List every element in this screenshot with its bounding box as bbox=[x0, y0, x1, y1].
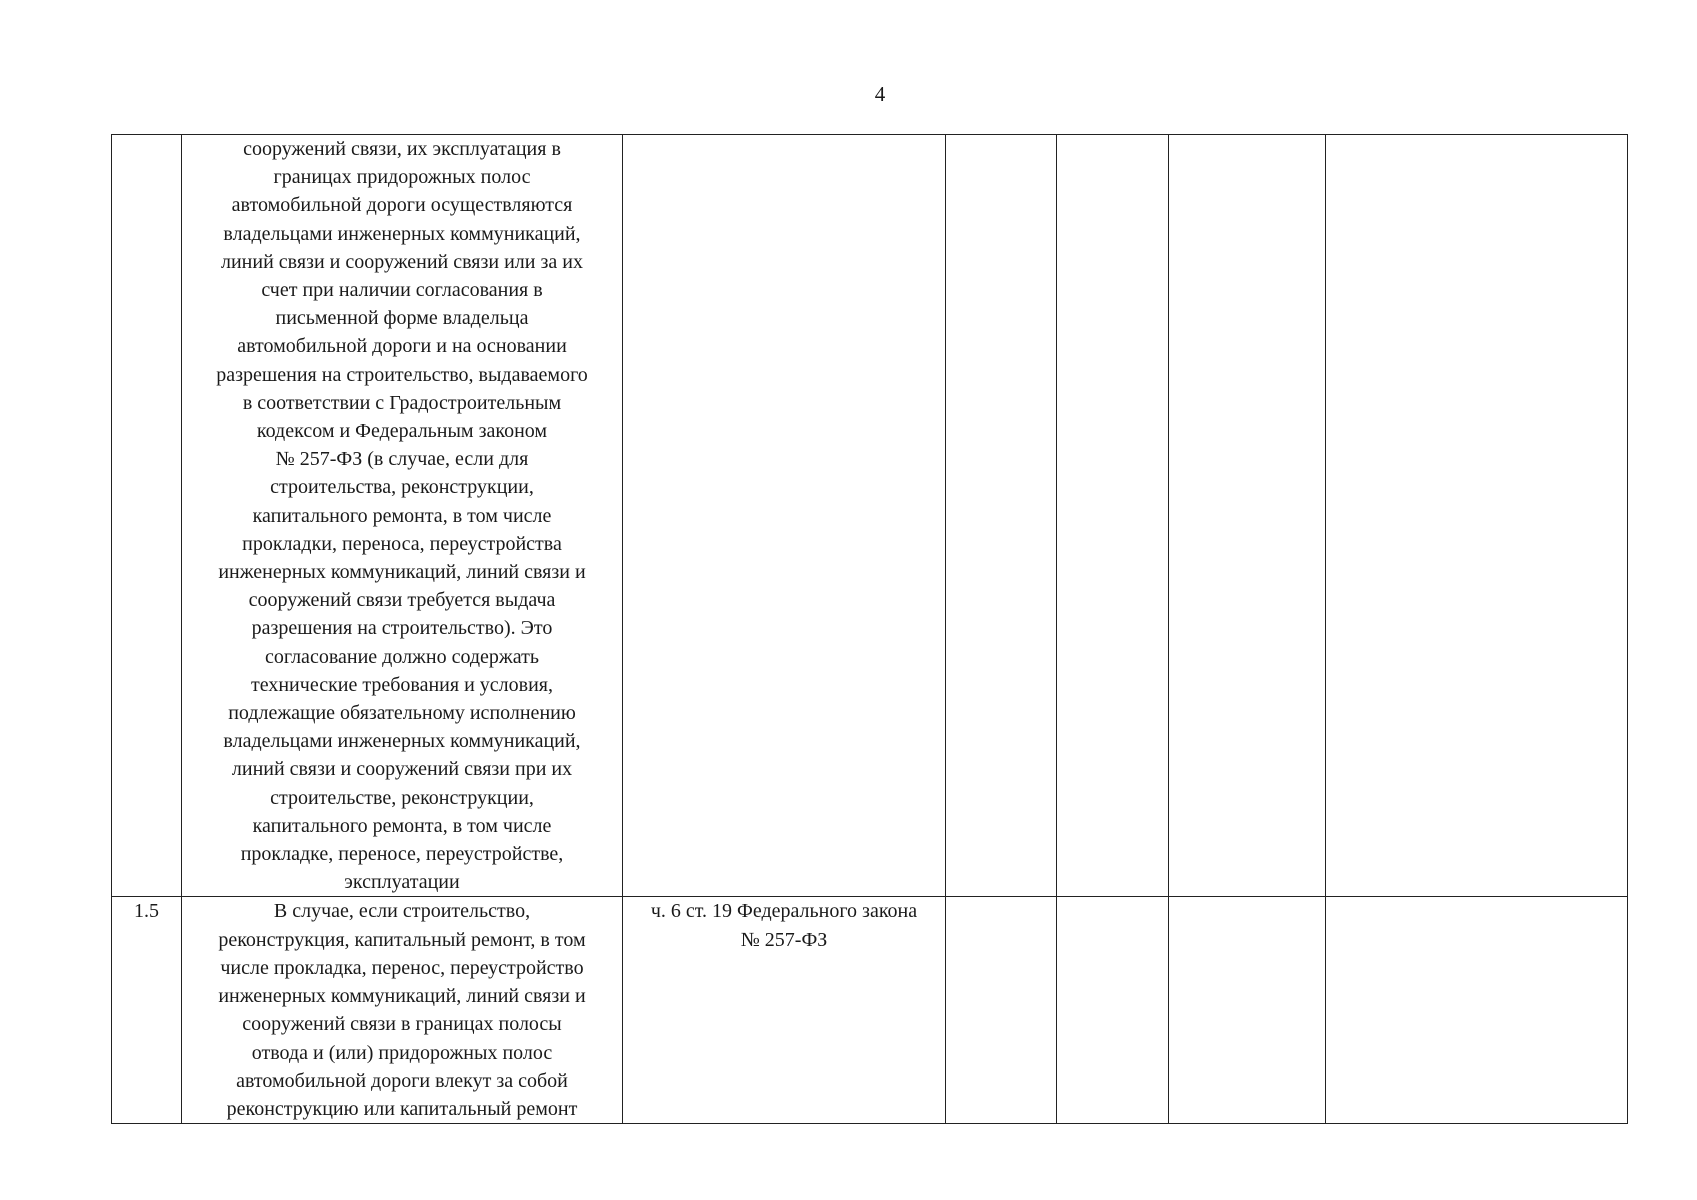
text-line: числе прокладка, перенос, переустройство bbox=[220, 956, 584, 979]
empty-cell bbox=[946, 135, 1057, 897]
text-line: разрешения на строительство). Это bbox=[251, 617, 553, 640]
empty-cell bbox=[946, 897, 1057, 1124]
empty-cell bbox=[1326, 135, 1628, 897]
text-line: капитального ремонта, в том числе bbox=[252, 814, 552, 837]
text-line: отвода и (или) придорожных полос bbox=[251, 1041, 553, 1064]
requirements-table bbox=[111, 134, 1628, 1124]
row-number-cell: 1.5 bbox=[112, 897, 182, 1124]
reference-line: ч. 6 ст. 19 Федерального закона bbox=[650, 900, 918, 923]
text-line: сооружений связи требуется выдача bbox=[248, 589, 556, 612]
requirement-text-cell bbox=[182, 897, 623, 1124]
empty-cell bbox=[1326, 897, 1628, 1124]
text-line: линий связи и сооружений связи при их bbox=[231, 758, 573, 781]
text-line: инженерных коммуникаций, линий связи и bbox=[218, 985, 586, 1008]
text-line: счет при наличии согласования в bbox=[261, 279, 543, 302]
row-number-cell bbox=[112, 135, 182, 897]
text-line: В случае, если строительство, bbox=[273, 900, 531, 923]
text-line: письменной форме владельца bbox=[275, 307, 529, 330]
text-line: согласование должно содержать bbox=[265, 645, 539, 668]
empty-cell bbox=[1169, 897, 1326, 1124]
table-row bbox=[112, 897, 1628, 1124]
empty-cell bbox=[1169, 135, 1326, 897]
text-line: владельцами инженерных коммуникаций, bbox=[223, 730, 581, 753]
text-line: кодексом и Федеральным законом bbox=[256, 420, 548, 443]
text-line: прокладке, переносе, переустройстве, bbox=[240, 843, 564, 866]
text-line: капитального ремонта, в том числе bbox=[252, 504, 552, 527]
legal-reference-cell bbox=[623, 897, 946, 1124]
text-line: сооружений связи, их эксплуатация в bbox=[243, 138, 561, 160]
text-line: в соответствии с Градостроительным bbox=[242, 391, 562, 414]
text-line: эксплуатации bbox=[344, 871, 460, 894]
text-line: автомобильной дороги осуществляются bbox=[231, 194, 573, 217]
text-line: владельцами инженерных коммуникаций, bbox=[223, 222, 581, 245]
empty-cell bbox=[1057, 135, 1169, 897]
requirement-text-cell bbox=[182, 135, 623, 897]
text-line: сооружений связи в границах полосы bbox=[242, 1013, 562, 1036]
text-line: разрешения на строительство, выдаваемого bbox=[216, 363, 588, 386]
reference-line: № 257-ФЗ bbox=[740, 928, 828, 951]
text-line: технические требования и условия, bbox=[251, 673, 553, 696]
table-row bbox=[112, 135, 1628, 897]
empty-cell bbox=[1057, 897, 1169, 1124]
text-line: автомобильной дороги влекут за собой bbox=[236, 1069, 568, 1092]
page-number: 4 bbox=[874, 82, 886, 106]
text-line: строительстве, реконструкции, bbox=[270, 786, 534, 809]
text-line: № 257-ФЗ (в случае, если для bbox=[275, 448, 529, 471]
text-line: инженерных коммуникаций, линий связи и bbox=[218, 561, 586, 584]
text-line: реконструкцию или капитальный ремонт bbox=[226, 1097, 578, 1120]
text-line: линий связи и сооружений связи или за их bbox=[221, 250, 583, 273]
text-line: подлежащие обязательному исполнению bbox=[228, 702, 576, 725]
text-line: автомобильной дороги и на основании bbox=[237, 335, 567, 358]
text-line: границах придорожных полос bbox=[273, 166, 531, 189]
text-line: строительства, реконструкции, bbox=[270, 476, 534, 499]
text-line: прокладки, переноса, переустройства bbox=[242, 532, 562, 555]
legal-reference-cell bbox=[623, 135, 946, 897]
text-line: реконструкция, капитальный ремонт, в том bbox=[218, 928, 586, 951]
